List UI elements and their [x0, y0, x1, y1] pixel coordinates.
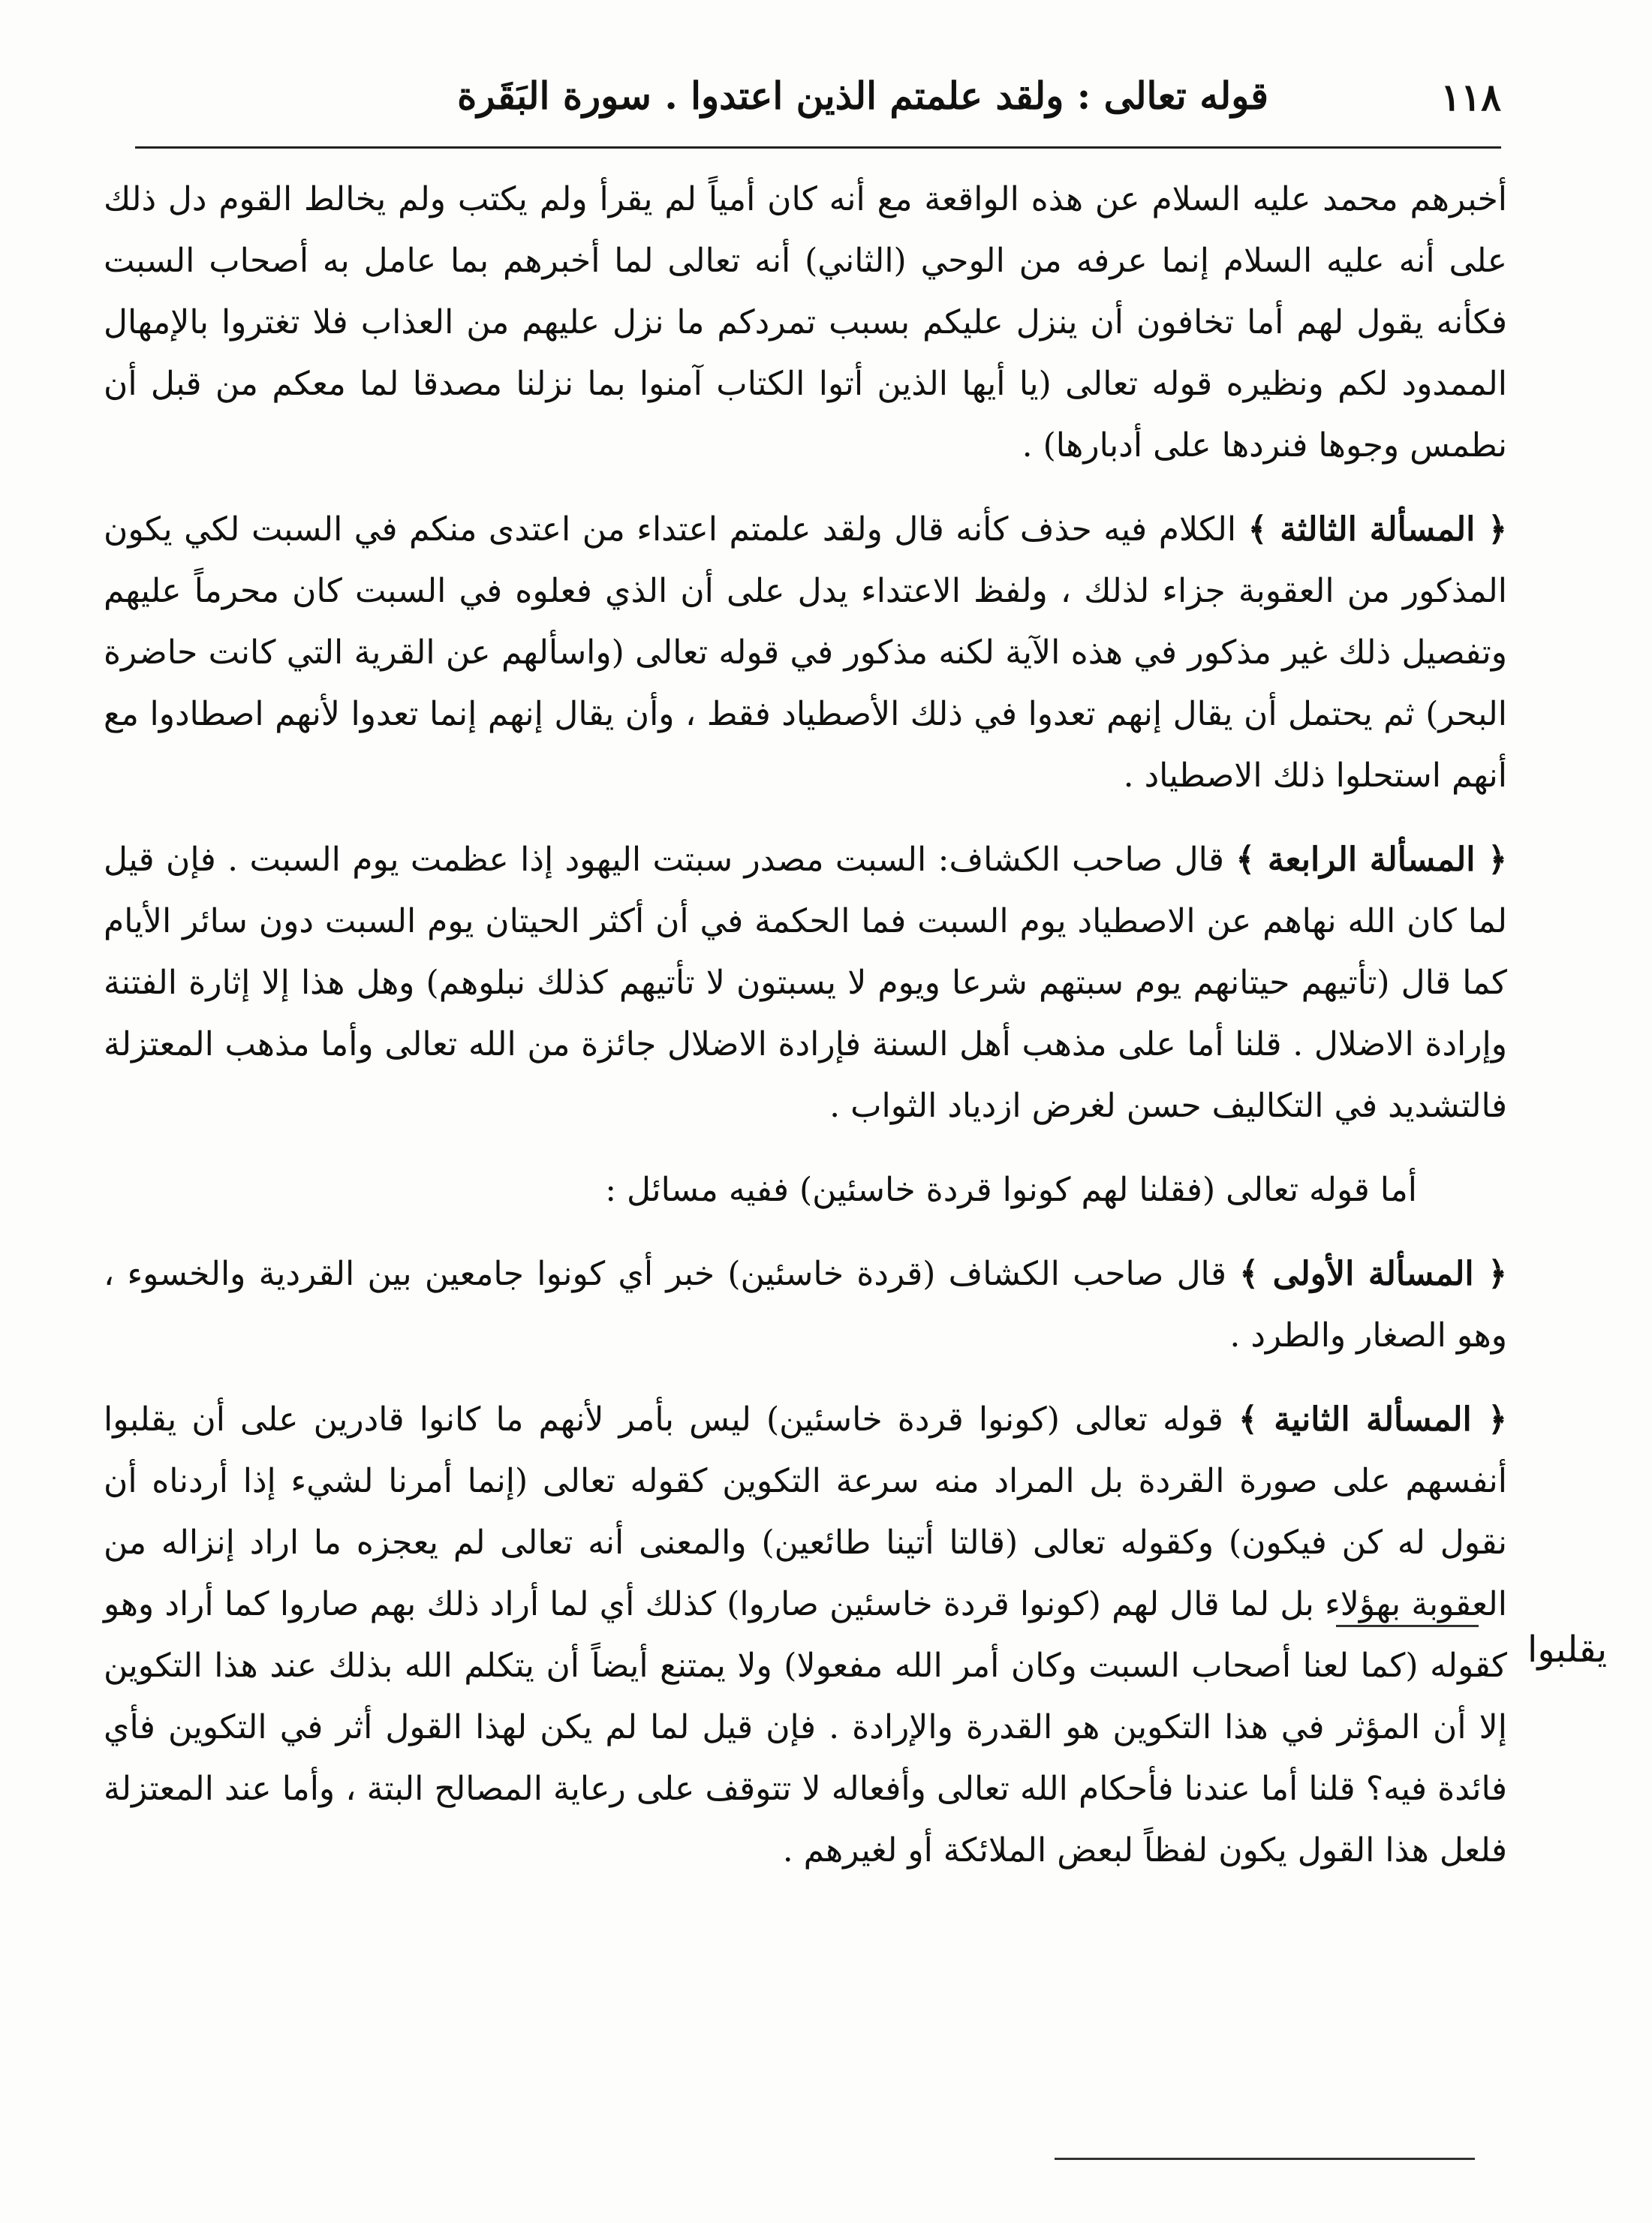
section-marker: ﴿ المسألة الثانية ﴾	[1238, 1400, 1507, 1439]
section-marker: ﴿ المسألة الرابعة ﴾	[1235, 841, 1507, 879]
paragraph-text: قال صاحب الكشاف: السبت مصدر سبتت اليهود إذا عظمت يوم السبت . فإن قيل لما كان الله نهاهم عن الاصطياد يوم السبت فما الحكمة في أن أكثر الحيتان يوم السبت دون سائر الأيام كما قال (تأتيهم حيتانهم يوم سبتهم شرعا ويوم لا يسبتون لا تأتيهم كذلك نبلوهم) وهل هذا إلا إثارة الفتنة وإرادة الاضلال . قلنا أما على مذهب أهل السنة فإرادة الاضلال جائزة من الله تعالى وأما مذهب المعتزلة فالتشديد في التكاليف حسن لغرض ازدياد الثواب .	[104, 841, 1507, 1125]
section-marker: ﴿ المسألة الأولى ﴾	[1239, 1255, 1507, 1293]
running-title: قوله تعالى : ولقد علمتم الذين اعتدوا . سورة البَقَرة	[457, 74, 1268, 118]
paragraph-intro	[104, 169, 1507, 477]
handwritten-underline	[1336, 1625, 1479, 1627]
header-rule	[135, 146, 1501, 149]
paragraph-text: قوله تعالى (كونوا قردة خاسئين) ليس بأمر لأنهم ما كانوا قادرين على أن يقلبوا أنفسهم على صورة القردة بل المراد منه سرعة التكوين كقوله تعالى (إنما أمرنا لشيء إذا أردناه أن نقول له كن فيكون) وكقوله تعالى (قالتا أتينا طائعين) والمعنى أنه تعالى لم يعجزه ما اراد إنزاله من العقوبة بهؤلاء بل لما قال لهم (كونوا قردة خاسئين صاروا) كذلك أي لما أراد ذلك بهم صاروا كما أراد وهو كقوله (كما لعنا أصحاب السبت وكان أمر الله مفعولا) ولا يمتنع أيضاً أن يتكلم الله بذلك عند هذا التكوين إلا أن المؤثر في هذا التكوين هو القدرة والإرادة . فإن قيل لما لم يكن لهذا القول أثر في التكوين فأي فائدة فيه؟ قلنا أما عندنا فأحكام الله تعالى وأفعاله لا تتوقف على رعاية المصالح البتة ، وأما عند المعتزلة فلعل هذا القول يكون لفظاً لبعض الملائكة أو لغيرهم .	[104, 1400, 1508, 1870]
margin-annotation: يقلبوا	[1527, 1629, 1608, 1671]
section-marker: ﴿ المسألة الثالثة ﴾	[1247, 510, 1507, 549]
paragraph-masala-2	[104, 1389, 1507, 1882]
paragraph-verse-intro	[104, 1160, 1507, 1221]
handwritten-underline-bottom	[1055, 2158, 1475, 2160]
paragraph-text: أما قوله تعالى (فقلنا لهم كونوا قردة خاسئين) ففيه مسائل :	[605, 1171, 1417, 1209]
paragraph-text: الكلام فيه حذف كأنه قال ولقد علمتم اعتداء من اعتدى منكم في السبت لكي يكون المذكور من العقوبة جزاء لذلك ، ولفظ الاعتداء يدل على أن الذي فعلوه في السبت كان محرماً عليهم وتفصيل ذلك غير مذكور في هذه الآية لكنه مذكور في قوله تعالى (واسألهم عن القرية التي كانت حاضرة البحر) ثم يحتمل أن يقال إنهم تعدوا في ذلك الأصطياد فقط ، وأن يقال إنهم إنما تعدوا لأنهم اصطادوا مع أنهم استحلوا ذلك الاصطياد .	[104, 510, 1507, 795]
page-number: ١١٨	[1440, 75, 1501, 119]
paragraph-masala-4	[104, 829, 1507, 1137]
paragraph-text: أخبرهم محمد عليه السلام عن هذه الواقعة مع أنه كان أمياً لم يقرأ ولم يكتب ولم يخالط القوم دل ذلك على أنه عليه السلام إنما عرفه من الوحي (الثاني) أنه تعالى لما أخبرهم بما عامل به أصحاب السبت فكأنه يقول لهم أما تخافون أن ينزل عليكم بسبب تمردكم ما نزل عليهم من العذاب فلا تغتروا بالإمهال الممدود لكم ونظيره قوله تعالى (يا أيها الذين أتوا الكتاب آمنوا بما نزلنا مصدقا لما معكم من قبل أن نطمس وجوها فنردها على أدبارها) .	[104, 180, 1507, 465]
paragraph-text: قال صاحب الكشاف (قردة خاسئين) خبر أي كونوا جامعين بين القردية والخسوء ، وهو الصغار والطرد .	[104, 1255, 1507, 1355]
page-header	[135, 68, 1501, 128]
paragraph-masala-1	[104, 1244, 1507, 1367]
paragraph-masala-3	[104, 499, 1507, 807]
body-text	[104, 169, 1507, 1882]
